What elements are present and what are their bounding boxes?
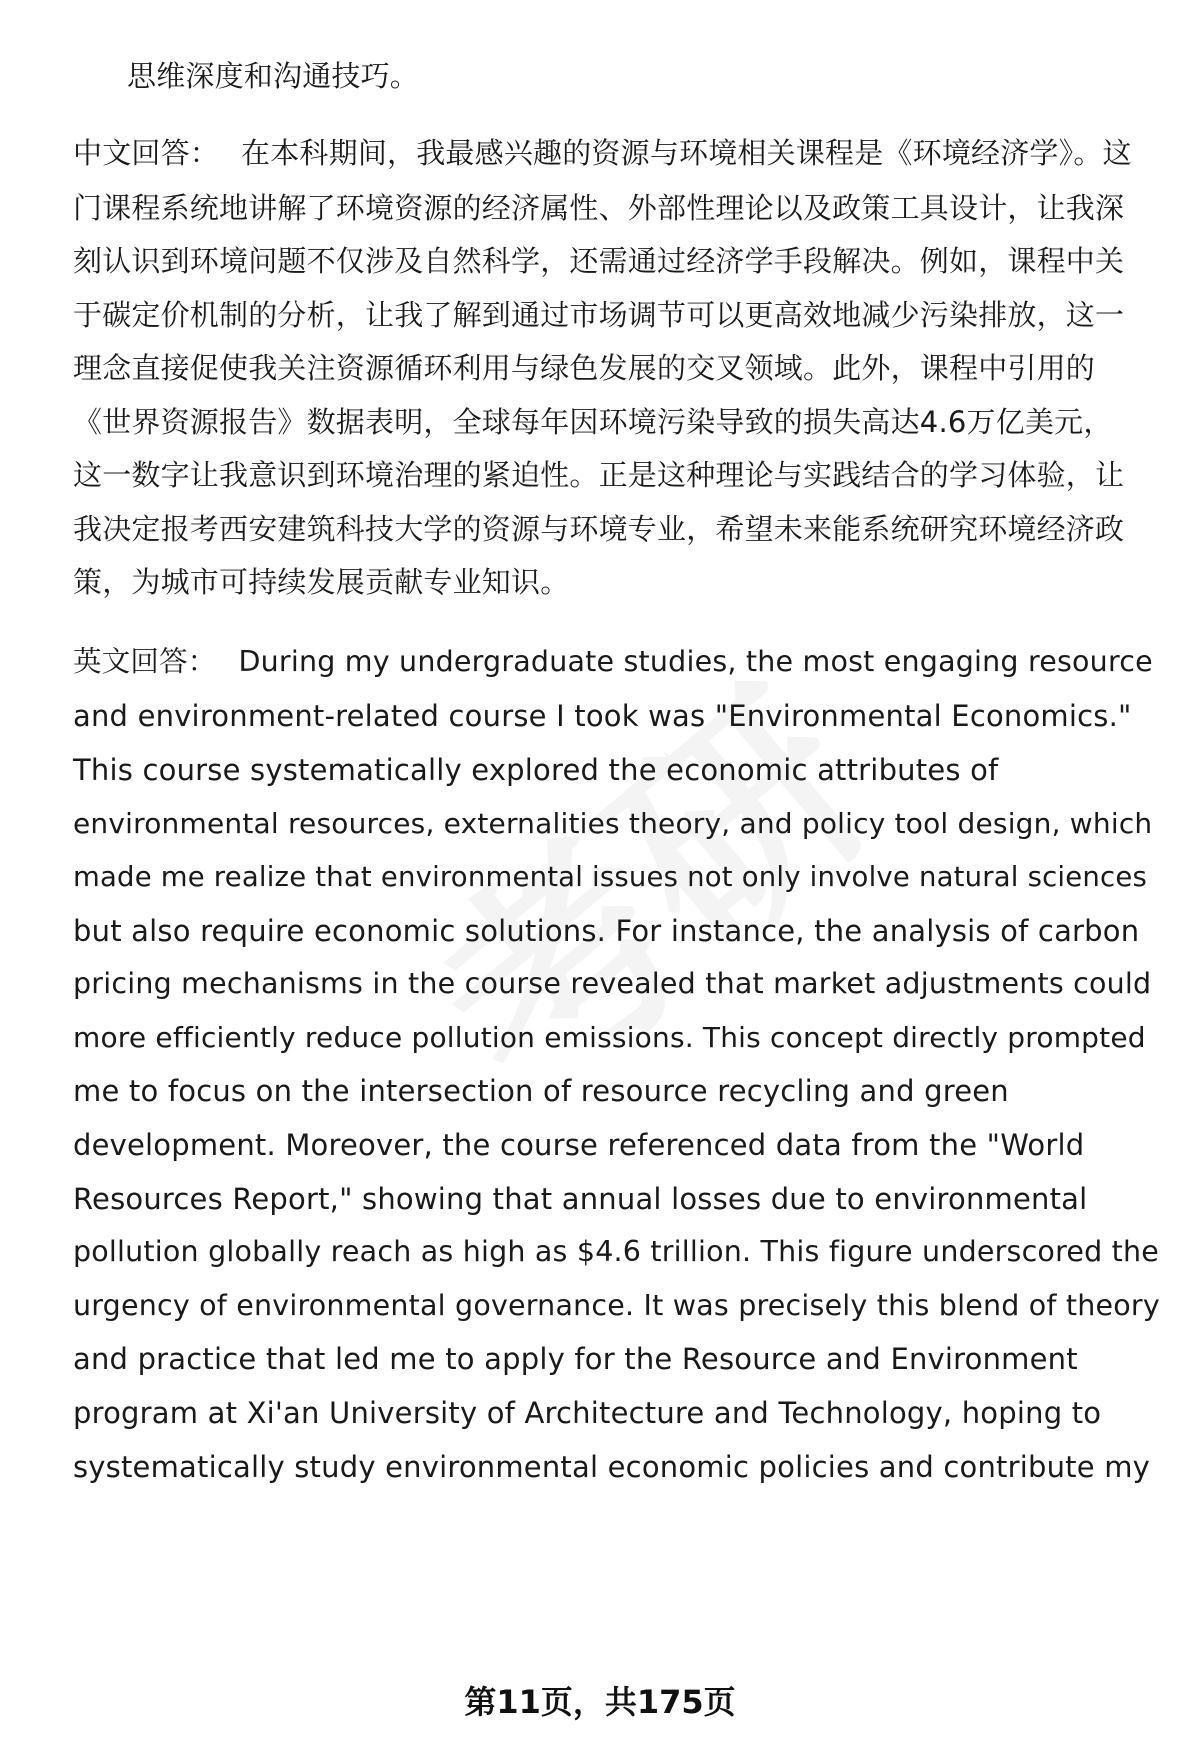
english-answer-text: During my undergraduate studies, the most engaging resource bbox=[238, 645, 1153, 678]
chinese-answer-label: 中文回答： bbox=[73, 136, 220, 170]
english-answer-line: development. Moreover, the course referenced data from the "World bbox=[73, 1128, 1085, 1162]
chinese-answer-line: 刻认识到环境问题不仅涉及自然科学，还需通过经济学手段解决。例如，课程中关 bbox=[73, 244, 1125, 278]
english-answer-line: but also require economic solutions. For instance, the analysis of carbon bbox=[73, 914, 1140, 948]
english-answer-line: This course systematically explored the economic attributes of bbox=[73, 753, 999, 787]
continuation-line: 思维深度和沟通技巧。 bbox=[127, 59, 420, 93]
english-answer-line: more efficiently reduce pollution emissions. This concept directly prompted bbox=[73, 1021, 1146, 1054]
english-answer-line: urgency of environmental governance. It was precisely this blend of theory bbox=[73, 1289, 1160, 1322]
chinese-answer-text: 在本科期间，我最感兴趣的资源与环境相关课程是《环境经济学》。这 bbox=[241, 136, 1132, 170]
chinese-answer-line: 策，为城市可持续发展贡献专业知识。 bbox=[73, 565, 570, 599]
english-answer-label: 英文回答： bbox=[73, 645, 217, 678]
english-answer-line: me to focus on the intersection of resource recycling and green bbox=[73, 1074, 1009, 1108]
english-answer-line: and practice that led me to apply for the Resource and Environment bbox=[73, 1342, 1078, 1376]
english-answer-line: made me realize that environmental issues not only involve natural sciences bbox=[73, 861, 1147, 893]
chinese-answer-line: 我决定报考西安建筑科技大学的资源与环境专业，希望未来能系统研究环境经济政 bbox=[73, 512, 1125, 546]
english-answer-line: and environment-related course I took was "Environmental Economics." bbox=[73, 699, 1132, 733]
english-answer-line: Resources Report," showing that annual losses due to environmental bbox=[73, 1182, 1088, 1216]
chinese-answer-line: 这一数字让我意识到环境治理的紧迫性。正是这种理论与实践结合的学习体验，让 bbox=[73, 458, 1125, 492]
chinese-answer-line: 门课程系统地讲解了环境资源的经济属性、外部性理论以及政策工具设计，让我深 bbox=[73, 191, 1125, 225]
english-answer-line: systematically study environmental economic policies and contribute my bbox=[73, 1450, 1151, 1484]
page-number-footer: 第11页，共175页 bbox=[464, 1683, 736, 1721]
chinese-answer-line: 于碳定价机制的分析，让我了解到通过市场调节可以更高效地减少污染排放，这一 bbox=[73, 298, 1125, 332]
english-answer-line: environmental resources, externalities theory, and policy tool design, which bbox=[73, 807, 1153, 840]
english-answer-line bbox=[73, 644, 1153, 680]
chinese-answer-line: 《世界资源报告》数据表明，全球每年因环境污染导致的损失高达4.6万亿美元， bbox=[73, 405, 1113, 439]
english-answer-line: pollution globally reach as high as $4.6 trillion. This figure underscored the bbox=[73, 1235, 1160, 1268]
chinese-answer-line: 理念直接促使我关注资源循环利用与绿色发展的交叉领域。此外，课程中引用的 bbox=[73, 351, 1096, 385]
english-answer-line: program at Xi'an University of Architecture and Technology, hoping to bbox=[73, 1396, 1102, 1430]
english-answer-line: pricing mechanisms in the course revealed that market adjustments could bbox=[73, 967, 1152, 1000]
chinese-answer-line bbox=[73, 135, 1132, 171]
